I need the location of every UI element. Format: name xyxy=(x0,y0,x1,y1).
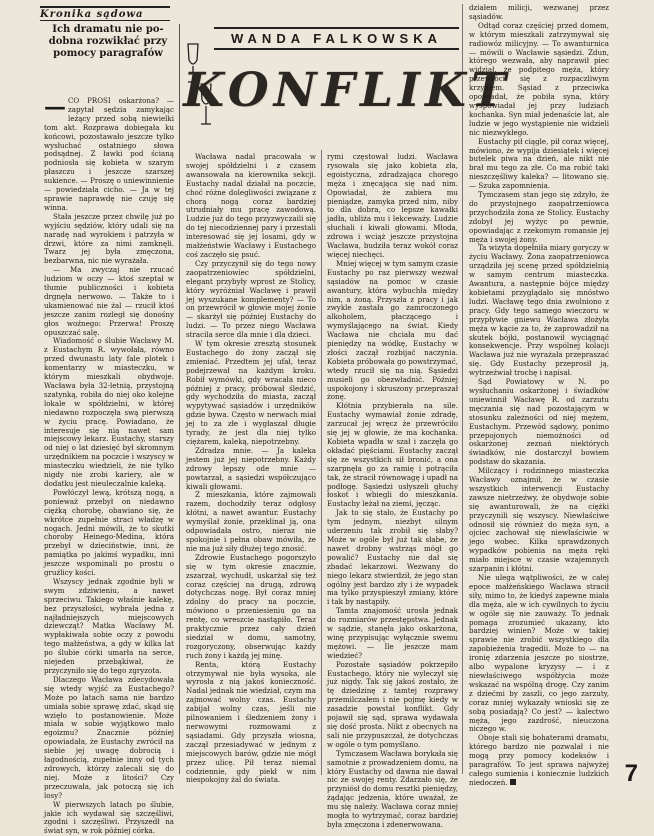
title-text: KONFLIKT xyxy=(183,62,511,118)
side-article-column xyxy=(44,94,174,836)
paragraph: Dlaczego Wacława zdecydowała się wtedy wyjść za Eustachego? Może po latach sama nie bardzo umiała sobie sprawę zdać, skąd się wzięło to postanowienie. Może miała w sobie wyjątkowo mało egoizmu? Znacznie później opowiadała, że Eustachy zwrócił na siebie jej uwagę dobrocią i łagodnością, zupełnie inny od tych zdrowych, którzy zalecali się do niej. Może z litości? Czy przeczuwała, jak potoczą się ich losy? xyxy=(44,674,174,800)
paragraph: Stała jeszcze przez chwilę już po wyjściu sędziów, który udali się na naradę nad wyrokiem i patrzyła w drzwi, które za nimi zamknęli. Twarz jej była zmęczona, bezbarwna, nic nie wyrażała. xyxy=(44,211,174,266)
paragraph: działem milicji, wezwanej przez sąsiadów. xyxy=(469,3,609,21)
column-divider-1 xyxy=(179,24,180,774)
paragraph: Milczący i rodzinnego miasteczka Wacławy oznajmił, że w czasie wszystkich interwencji Eustachy zawsze nietrzeźwy, że obydwoje sobie się awanturowali, że na ciężki przyczynili się wszyscy. Niewłaściwe odnosił się również do męża syn, a ojciec zachował się niewłaściwie w jego wobec. Kilka sprawdzonych wypadków pobienia na męża ręki miało miejsce w czasie wzajemnych szarpanin i kłótni. xyxy=(469,466,609,574)
side-article-headline xyxy=(44,24,172,60)
paragraph: — Ma zwyczaj nie rzucać ludziom w oczy — ktoś szeptał w tłumie publiczności i kobieta drgnęła nerwowo. — Także to i ukamienować nie żal — rzucił ktoś jeszcze zanim rozległ się donośny głos woźnego: Przerwa! Proszę opuszczać salę. xyxy=(44,265,174,337)
paragraph: — CO PROSI oskarżona? — zapytał sędzia zamykając leżący przed sobą niewielki tom akt. Rozprawa dobiegała ku końcowi, pozostawało jeszcze tylko wysłuchać ostatniego słowa podsądnej. Z ławki pod ścianą podniosła się kobieta w szarym płaszczu i jeszcze szarszej sukience. — Proszę o uniewinnienie — powiedziała cicho. — Ja w tej sprawie naprawdę nie czuję się winna. xyxy=(44,94,174,212)
paragraph: Renta, którą Eustachy otrzymywał nie była wysoka, ale wyrosła z nią jakoś konieczność. Nadal jednak nie wiedział, czym ma zajmować wolny czas. Eustachy zabijał wolny czas, jeśli nie pilnowaniem i śledzeniem żony i nerwowymi rozmowami z sąsiadami. Gdy przyszła wiosna, zaczął przesiadywać w jednym z miejscowych barów, gdzie nie mógł przez ulicę. Pił teraz niemal codziennie, gdy piekł w nim niespokojny żal do świata. xyxy=(186,659,316,785)
main-column-3 xyxy=(469,3,610,787)
paragraph: Wacława nadal pracowała w swojej spółdzielni i z czasem awansowała na kierownika sekcji. Eustachy nadal działał na poczcie, choć różne dolegliwości związane z chorą nogą coraz bardziej utrudniały mu pracę zawodową. Ludzie już do tego przyzwyczaili się do tej niecodziennej pary i przestali interesować się jej losami, gdy w małżeństwie Wacławy i Eustachego coś zaczęło się psuć. xyxy=(186,152,316,259)
paragraph: Kłótnia przybierała na sile. Eustachy wymawiał żonie zdradę, zarzucał jej wręcz że przewróciło się jej w głowie, że ma kochanka. Kobieta wpadła w szał i zaczęła go okładać pięściami. Eustachy zaczął się ze wszystkich sił bronić, a ona szarpnęła go za ramię i potrąciła tak, że stracił równowagę i upadł na podłogę. Sąsiedzi usłyszeli głuchy łoskot i wbiegli do mieszkania. Eustachy leżał na ziemi, jęcząc. xyxy=(327,401,458,509)
paragraph: Ta wizyta dopełniła miary goryczy w życiu Wacławy. Żona zaopatrzeniowca urządziła jej scenę przed spółdzielnią w samym centrum miasteczka. Awantura, a następnie bójce między kobietami przyglądało się mnóstwo ludzi. Wacławę tego dnia zwolniono z pracy. Gdy tego samego wieczoru w przypływie gniewu Wacława złożyła męża w kącie za to, że zaprowadził na skutek bójki, postanowił wyciągnąć konsekwencje. Przy wspólnej kolacji Wacława już nie wyrażała przepraszać się. Gdy Eustachy przeprosił ją, wytrzeźwiał trochę i napisał. xyxy=(469,243,609,378)
page-number: 7 xyxy=(624,760,638,787)
paragraph: Wszyscy jednak zgodnie byli w swym zdziwieniu, a nawet sprzeciwu. Takiego właśnie kalekę, bez przyszłości, wybrała jedna z najładniejszych miejscowych dziewcząt? Matka Wacławy M. wypłakiwała sobie oczy z powodu tego małżeństwa, a gdy w kilka lat po ślubie córki umarła na serce, niejeden przebąkiwał, że przyczyniło się do tego zgryzota. xyxy=(44,576,174,675)
headline-line-1: Ich dramatu nie po- xyxy=(52,24,164,35)
paragraph: Tymczasem stan jego się zdzyło, że do przystojnego zaopatrzeniowca przychodziła żona ze Stolicy. Eustachy zdobył jej wyżyc po pewnie, opowiadając z rzekomym romansie jej męża i swojej żony. xyxy=(469,190,609,244)
paragraph: Oboje stali się bohaterami dramatu, którego bardzo nie pozwalał i nie mogą przy pomocy kodeksów i paragrafów. To jest sprawa najwyżej całego sumienia i koniecznie ludzkich niedoczeń. xyxy=(469,733,609,787)
author-name: WANDA FALKOWSKA xyxy=(230,31,442,46)
paragraph: W pierwszych latach po ślubie, jakie ich wydawał się szczęśliwi, zgodni i szczęśliwi. Przyszedł na świat syn, w rok później córka. xyxy=(44,799,174,836)
headline-line-2: dobna rozwikłać przy xyxy=(48,36,168,47)
main-column-2 xyxy=(327,152,458,829)
paragraph: Powłóczył lewą, krótszą nogą, a ponieważ przebył on niedawno ciężką chorobę, obawiano się, że wkrótce zupełnie straci władzę w nogach. Jedni mówili, że to skutki choroby Heinego-Medina, która przebył w dzieciństwie, inni, że pamiątka po jakimś wypadku, inni jeszcze wspominali po prostu o gruźlicy kości. xyxy=(44,487,174,578)
column-divider-3 xyxy=(462,4,463,774)
paragraph: Mniej więcej w tym samym czasie Eustachy po raz pierwszy wezwał sąsiadów na pomoc w czasie awantury, która wybuchła między nim, a żoną. Przyszła z pracy i jak zwykle zastała go zamroczonego alkoholem, płaczącego i wymyślającego na świat. Kiedy Wacława nie chciała mu dać pieniędzy na wódkę, Eustachy w złości zaczął rozbijać naczynia. Kobieta próbowała go powstrzymać, wtedy rzucił się na nią. Sąsiedzi musieli go obezwładnić. Później uspokojony i skruszony przepraszał żonę. xyxy=(327,258,458,402)
paragraph: Tamta znajomość urosła jednak do rozmiarów przestępstwa. Jednak w sądzie, stanęła jako oskarżona, winę przypisując wyłącznie swemu mężowi. — Ile jeszcze mam wiedzieć? xyxy=(327,606,458,660)
paragraph: Pozostałe sąsiadów pokrzepiło Eustachego, który nie wyleczył się już nigdy. Tak się jakoś zostało, że tę dziedzinę z tamtej rozprawy przemilczałem i nie pojmę kiedy w zasadzie powstał konflikt. Gdy pojawił się sąd, sprawa wydawała się dość prosta. Nikt z obecnych na sali nie przypuszczał, że dotychczas w ogóle o tym pomyślano. xyxy=(327,659,458,749)
drop-cap: — xyxy=(44,94,66,120)
main-column-1 xyxy=(186,152,316,785)
paragraph: Jak to się stało, że Eustachy po tym jednym, niezbyt silnym uderzeniu tak zrobił się słaby? Może w ogóle był już tak słabe, że nawet drobny wstrząs mógł go powalić? Eustachy nie dał się zbadać lekarzowi. Wezwany do niego lekarz stwierdził, że jego stan ogólny jest bardzo zły i że wypadek ma tylko przyspieszył zmiany, które i tak by nastąpiły. xyxy=(327,508,458,607)
paragraph: Eustachy pił ciągle, pił coraz więcej, mówiono, że wypija dziesiątek i więcej butelek piwa na dzień, ale nikt nie brał mu tego za złe. Co ma robić taki nieszczęśliwy kaleka? — litowano się. — Szuka zapomnienia. xyxy=(469,136,610,191)
paragraph: Zdrowie Eustachego pogorszyło się w tym okresie znacznie, zszarzał, wychudł, uskarżał się też coraz częściej na drugą, zdrową dotychczas nogę. Był coraz mniej zdolny do pracy na poczcie, mówiono o przeniesieniu go na rentę, co wreszcie nastąpiło. Teraz praktycznie przez cały dzień siedział w domu, samotny, rozgoryczony, obserwując każdy ruch żony i każdą jej minę. xyxy=(186,552,316,660)
paragraph: W tym okresie zresztą stosunek Eustachego do żony zaczął się zmieniać. Przedtem jej ufał, teraz podejrzewał na każdym kroku. Robił wymówki, gdy wracała nieco później z pracy, próbował śledzić, gdy wychodziła do miasta, zaczął wypytywać sąsiadów i urzędników gdzie bywa. Często w nerwach miał jej to za złe i wygłaszał długie tyrady, że jest dla niej tylko ciężarem, kaleką, niepotrzebny. xyxy=(186,339,316,446)
paragraph: Z mieszkania, które zajmowali razem, dochodziły teraz odgłosy kłótni, a nawet awantur. Eustachy wymyślał żonie, przeklinał ją, ona odpowiadała ostro, nieraz nie spokojnie i pełna obaw mówiła, że nie ma już siły dłużej tego znosić. xyxy=(186,490,316,553)
paragraph: Nie ulega wątpliwości, że w całej epoce małżeńskiego Wacława stracił siły, mimo to, że kiedyś zapewne miała dla męża, ale w ich cywilnych to życiu w ogóle się nie zauważy. To jednak pomaga zrozumieć ukazany, kto bardziej winien? Może w takiej sprawie nie zrobić wszystkiego dla zapobieżenia tragedii. Może to — na ironię zdarzenia jeszcze po siostrze, albo wypalone kryzysy — i z niewłaściwego współżycia może wskazać na wspólną drogę. Czy zanim z dziećmi by zaszli, co jego zarzuty, coraz mniej wykazały wnioski się ze sobą posiadają? Co jest? — kalectwo męża, jego zazdrość, nieuczona niczego w. xyxy=(469,573,609,734)
paragraph: Wiadomość o ślubie Wacławy M. z Eustachym R. wywołała, równo przed dwunastu laty fale plotek i komentarzy w miasteczku, w którym mieszkali obydwoje. Wacława była 32-letnią, przystojną szatynką, robiła do niej oko kolejne lokale w spółdzielni, w której niedawno rozpoczęła swą pierwszą w życiu pracę. Powiadano, że interesuje się nią nawet sam miejscowy lekarz. Eustachy, starszy od niej o lat dziesięć był skromnym urzędnikiem na poczcie i wszyscy w miasteczku wiedzieli, że nie tylko nigdy nie zrobi kariery, ale w dodatku jest nieuleczalnie kaleką. xyxy=(44,336,174,488)
paragraph: rymi częstował ludzi. Wacława rysowała się jako kobieta zła, egoistyczna, zdradzająca chorego męża i znęcająca się nad nim. Opowiadał, że zabiera mu pieniądze, zamyka przed nim, niby to dla dobra, co lepsze kawałki jadła, ubliża mu i lekceważy. Ludzie słuchali i kiwali głowami. Młoda, zdrowa i wciąż jeszcze przystojna Wacława, budziła teraz wokół coraz więcej niechęci. xyxy=(327,152,458,259)
paragraph: Sąd Powiatowy w N. po wysłuchaniu oskarżonej i świadków uniewinnił Wacławę R. od zarzutu męczania się nad pozostającym w stosunku zależności od niej mężem, Eustachym. Przewód sądowy, ponimo przepojonych niemożności od oskarżonej zeznań niektórych świadków, nie dostarczył bowiem podstaw do skazania. xyxy=(469,377,609,467)
paragraph: Zdradza mnie. — Ja kaleka jestem już jej niepotrzebny. Każdy zdrowy lepszy ode mnie — powtarzał, a sąsiedzi współczująco kiwali głowami. xyxy=(186,445,316,491)
paragraph: Czy przyczynił się do tego nowy zaopatrzeniowiec spółdzielni, elegant przybyły wprost ze Stolicy, który wyróżniał Wacławę i prawił jej wyszukane komplementy? — To on przewrócił w głowie mojej żonie — skarżył się później Eustachy do ludzi. — To przez niego Wacława stracila serce dla mnie i dla dzieci. xyxy=(186,258,316,340)
end-mark-icon xyxy=(510,779,516,785)
author-byline xyxy=(214,27,459,50)
paragraph: Odtąd coraz częściej przed domem, w którym mieszkali zatrzymywał się radiowóz milicyjny. — To awanturnica — mówili o Wacławie sąsiedzi. Zdun, którego wezwała, aby naprawił piec widział, że podpitego męża, który przewrócił się z rozpaczliwym krzykiem. Sąsiad z przeciwka opowiadał, że pobiła syna, który wyspowiadał jej przy ludziach kochanka. Syn miał jedenaście lat, ale ludzie w jego wystąpienie nie widzieli nic niezwykłego. xyxy=(469,20,609,137)
column-divider-2 xyxy=(321,150,322,775)
paragraph: Tymczasem Wacława borykała się samotnie z prowadzeniem domu, na który Eustachy od dawna nie dawał nic ze swojej renty. Zdarzało się, że przyniósł do domu resztki pieniędzy, żądając jedzenia, które uważał, że mu się należy. Wacława coraz mniej mogła to wytrzymać, coraz bardziej była zmęczona i zdenerwowana. xyxy=(327,748,458,829)
headline-line-3: pomocy paragrafów xyxy=(53,48,163,59)
section-label: Kronika sądowa xyxy=(40,8,144,20)
article-title xyxy=(183,60,511,120)
section-header xyxy=(40,6,170,21)
